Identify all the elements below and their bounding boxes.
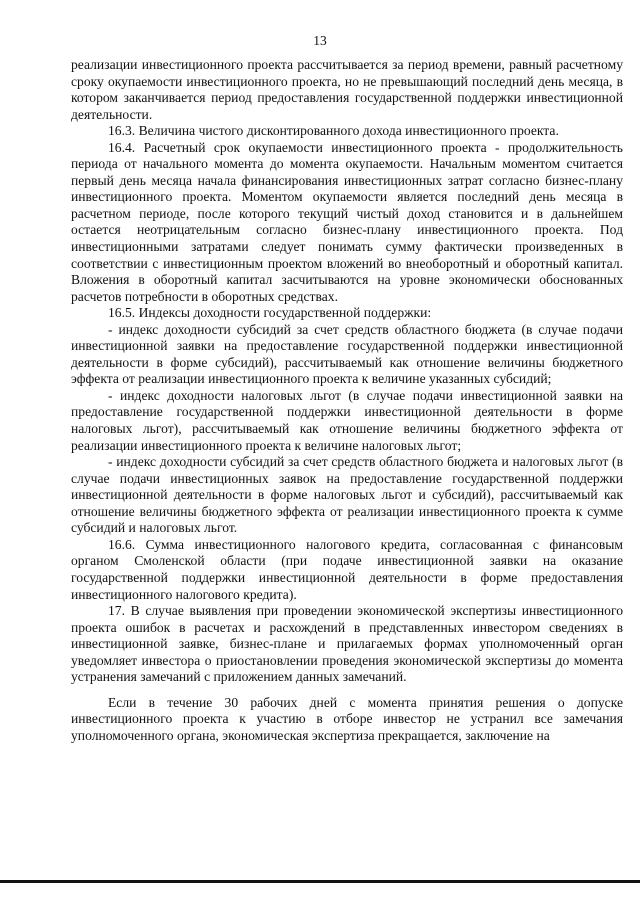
list-item-tax-benefit-index: - индекс доходности налоговых льгот (в случае подачи инвестиционной заявки на предоставление государственной поддержки инвестиционной деятельности в форме налоговых льгот), рассчитываемый как отношение величины бюджетного эффекта от реализации инвестиционного проекта к величине налоговых льгот; xyxy=(71,387,623,453)
paragraph-16-5: 16.5. Индексы доходности государственной поддержки: xyxy=(108,305,432,321)
paragraph-final: Если в течение 30 рабочих дней с момента принятия решения о допуске инвестиционного проекта к участию в отборе инвестор не устранил все замечания уполномоченного органа, экономическая экспертиза прекращается, заключение на xyxy=(71,694,623,743)
paragraph-16-6: 16.6. Сумма инвестиционного налогового кредита, согласованная с финансовым органом Смоленской области (при подаче инвестиционной заявки на оказание государственной поддержки инвестиционной деятельности в форме предоставления инвестиционного налогового кредита). xyxy=(71,536,623,602)
document-body xyxy=(71,57,623,744)
paragraph-16-3: 16.3. Величина чистого дисконтированного дохода инвестиционного проекта. xyxy=(108,123,559,139)
bottom-rule xyxy=(0,880,640,883)
list-item-combined-index: - индекс доходности субсидий за счет средств областного бюджета и налоговых льгот (в случае подачи инвестиционных заявок на предоставление государственной поддержки инвестиционной деятельности в форме налоговых льгот и субсидий), рассчитываемый как отношение величины бюджетного эффекта от реализации инвестиционного проекта к сумме субсидий и налоговых льгот. xyxy=(71,454,623,536)
list-item-subsidy-index: - индекс доходности субсидий за счет средств областного бюджета (в случае подачи инвестиционной заявки на предоставление государственной поддержки инвестиционной деятельности в форме субсидий), рассчитываемый как отношение величины бюджетного эффекта от реализации инвестиционного проекта к величине указанных субсидий; xyxy=(71,321,623,387)
paragraph-continuation: реализации инвестиционного проекта рассчитывается за период времени, равный расчетному сроку окупаемости инвестиционного проекта, но не превышающий последний день месяца, в котором заканчивается период предоставления государственной поддержки инвестиционной деятельности. xyxy=(71,57,623,122)
page-number: 13 xyxy=(313,33,327,48)
paragraph-16-4: 16.4. Расчетный срок окупаемости инвестиционного проекта - продолжительность периода от начального момента до момента окупаемости. Начальным моментом считается первый день месяца начала финансирования инвестиционных затрат согласно бизнес-плану инвестиционного проекта. Моментом окупаемости является последний день месяца в расчетном периоде, после которого текущий чистый доход становится и в дальнейшем остается неотрицательным согласно бизнес-плану инвестиционного проекта. Под инвестиционными затратами следует понимать сумму фактически произведенных в соответствии с инвестиционным проектом вложений во внеоборотный и оборотный капитал. Вложения в оборотный капитал засчитываются на уровне экономически обоснованных расчетов потребности в оборотных средствах. xyxy=(71,139,623,304)
paragraph-17: 17. В случае выявления при проведении экономической экспертизы инвестиционного проекта ошибок в расчетах и расхождений в представленных инвестором сведениях в инвестиционной заявке, бизнес-плане и прилагаемых формах уполномоченный орган уведомляет инвестора о приостановлении проведения экономической экспертизы до момента устранения замечаний с приложением данных замечаний. xyxy=(71,603,623,685)
